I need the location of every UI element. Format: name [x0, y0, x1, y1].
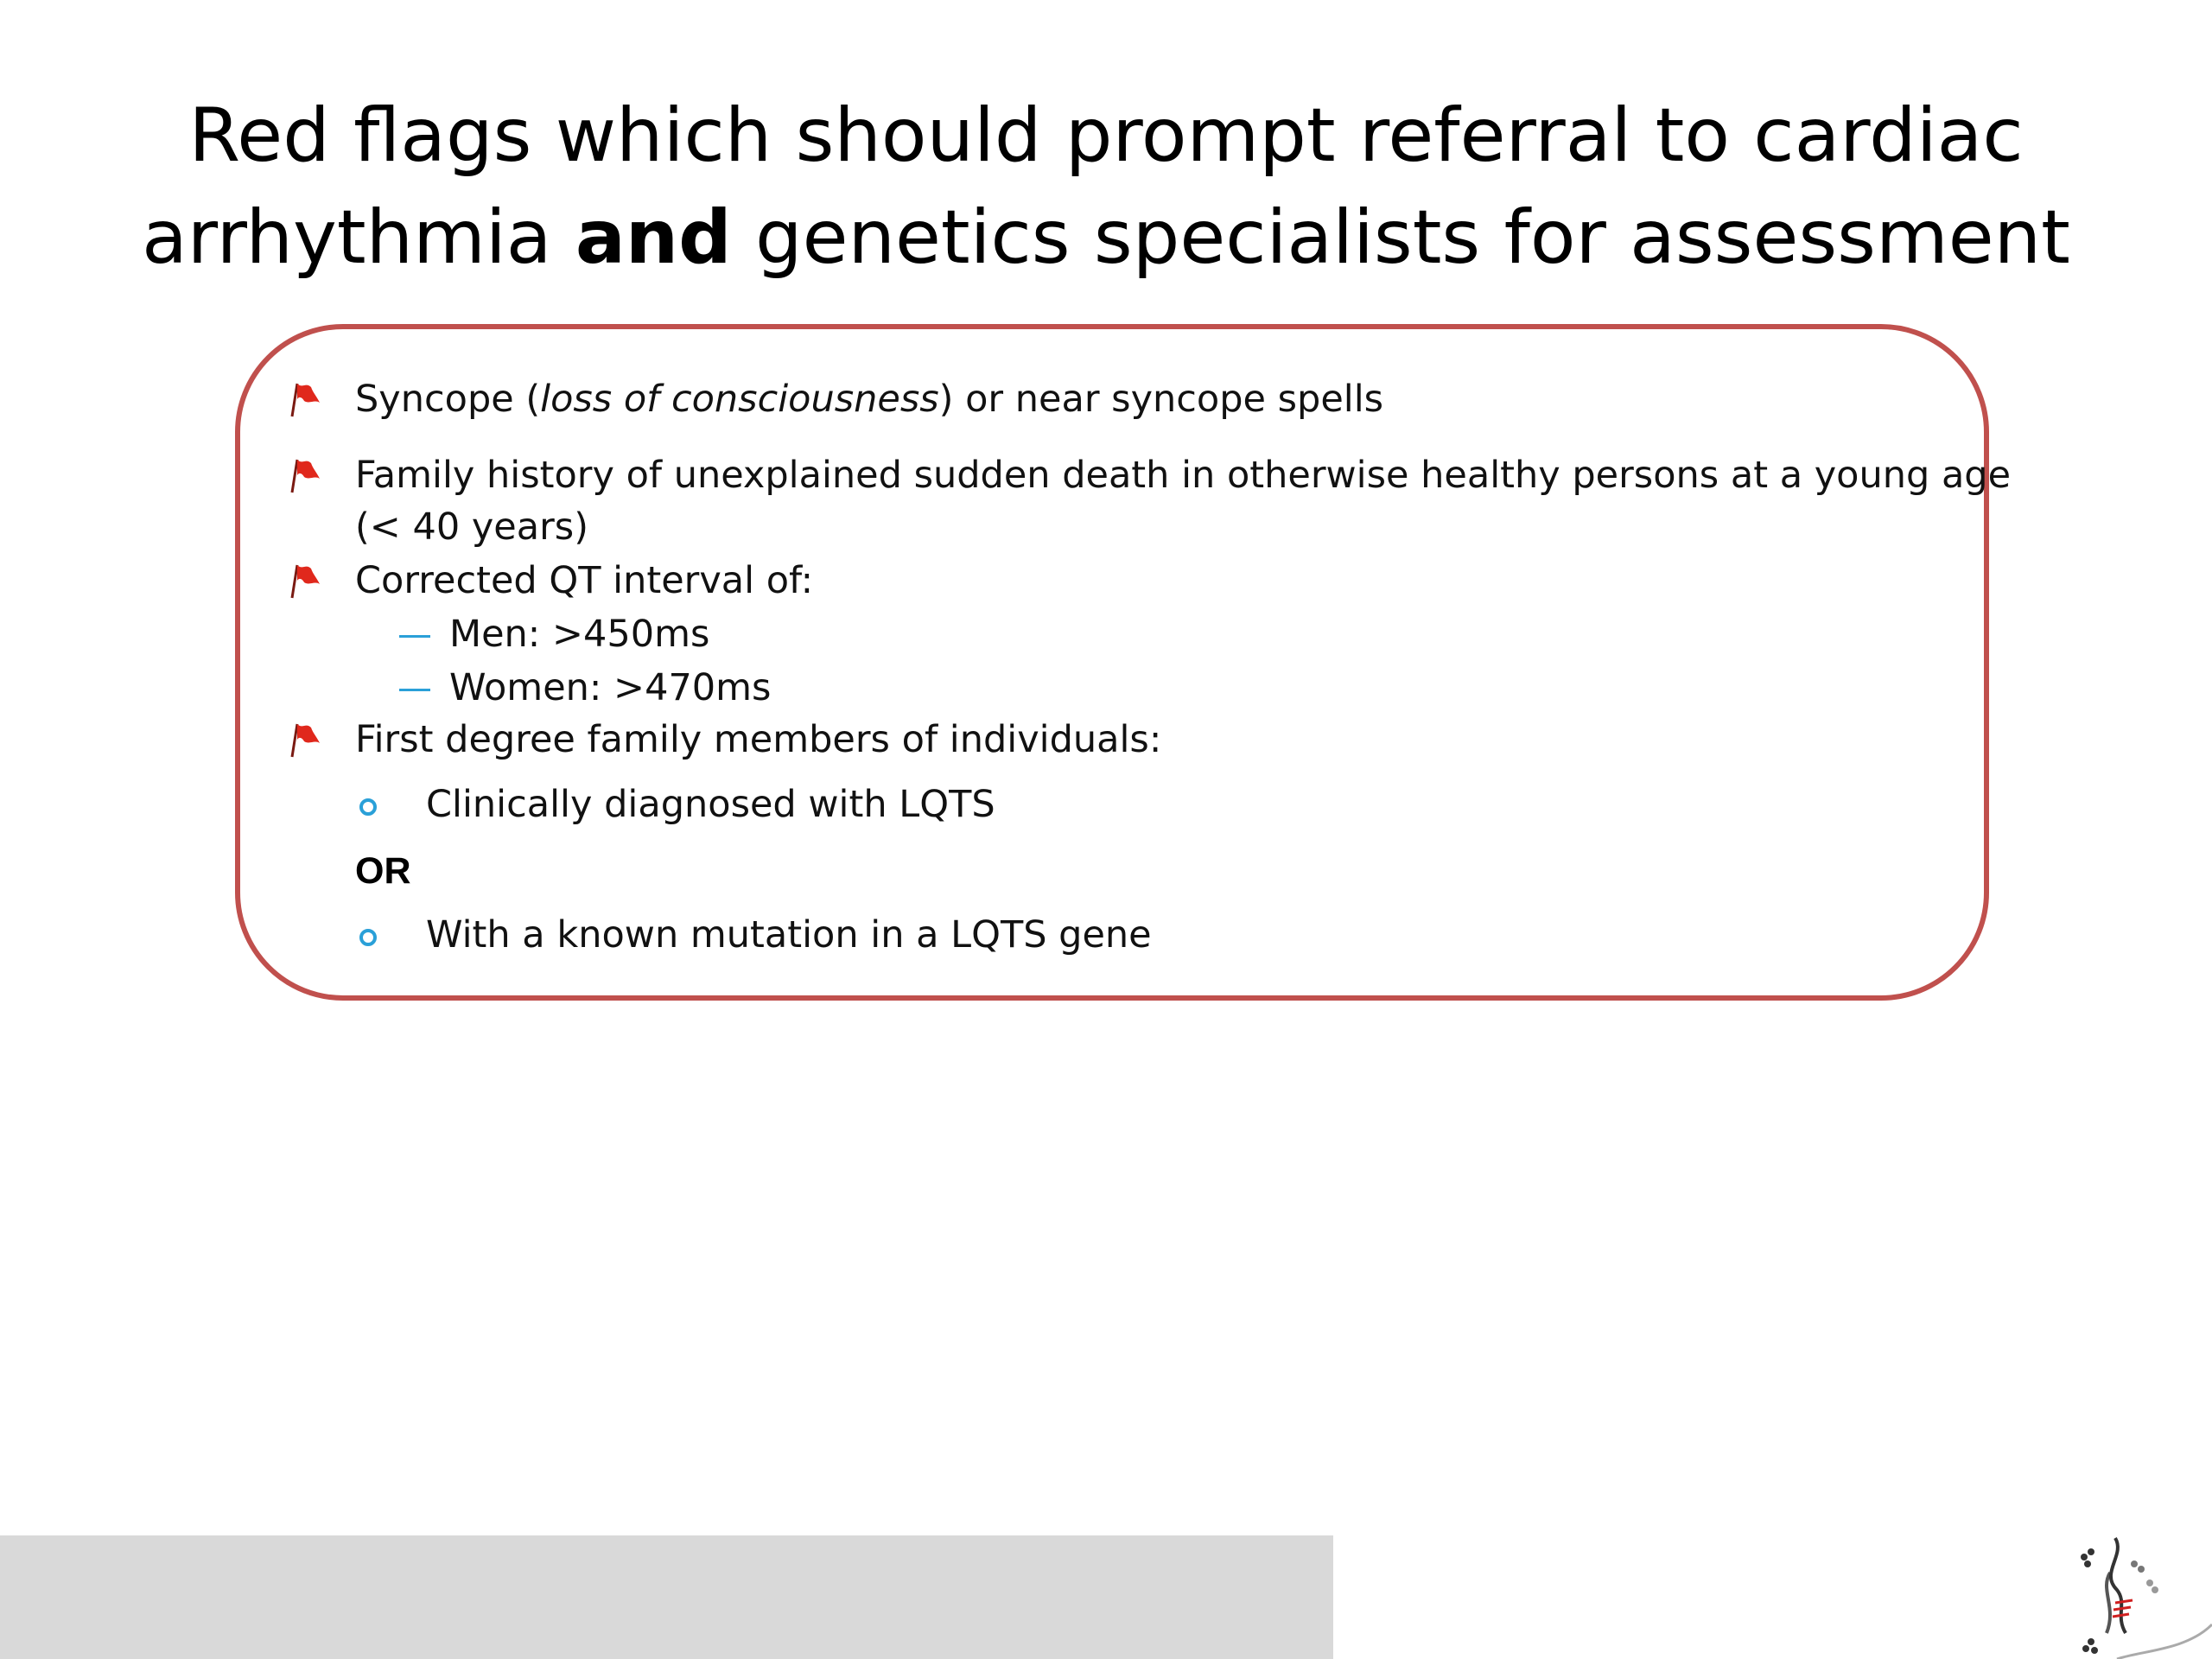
sub-bullet-known-mutation: With a known mutation in a LQTS gene — [426, 913, 1152, 957]
bullet-qt-interval: Corrected QT interval of: — [355, 559, 814, 602]
dash-icon — [399, 689, 430, 691]
or-label: OR — [355, 850, 411, 892]
bullet-family-history: Family history of unexplained sudden death in otherwise healthy persons at a young age — [355, 454, 2012, 497]
bullet-first-degree: First degree family members of individuals: — [355, 718, 1162, 761]
red-flag-icon — [287, 380, 321, 418]
footer-bar — [0, 1535, 1333, 1659]
sub-bullet-clinically-diagnosed: Clinically diagnosed with LQTS — [426, 783, 995, 826]
title-line-2 — [0, 187, 2212, 289]
bullet-syncope — [355, 373, 1383, 425]
title-line-2-start: arrhythmia — [142, 194, 575, 281]
slide-title — [0, 85, 2212, 289]
syncope-text-end: ) or near syncope spells — [938, 378, 1384, 421]
title-line-1: Red flags which should prompt referral to cardiac — [188, 92, 2024, 179]
title-bold-and: and — [575, 194, 732, 281]
sub-bullet-women: Women: >470ms — [449, 666, 772, 709]
dna-logo-icon — [2065, 1521, 2212, 1659]
title-line-2-end: genetics specialists for assessment — [731, 194, 2070, 281]
syncope-text-start: Syncope ( — [355, 378, 541, 421]
red-flag-icon — [287, 721, 321, 759]
red-flag-icon — [287, 456, 321, 494]
circle-icon — [359, 798, 377, 816]
sub-bullet-men: Men: >450ms — [449, 613, 710, 656]
syncope-text-italic: loss of consciousness — [540, 378, 939, 421]
circle-icon — [359, 929, 377, 946]
bullet-family-history-age: (< 40 years) — [355, 505, 588, 549]
red-flag-icon — [287, 562, 321, 600]
dash-icon — [399, 635, 430, 638]
